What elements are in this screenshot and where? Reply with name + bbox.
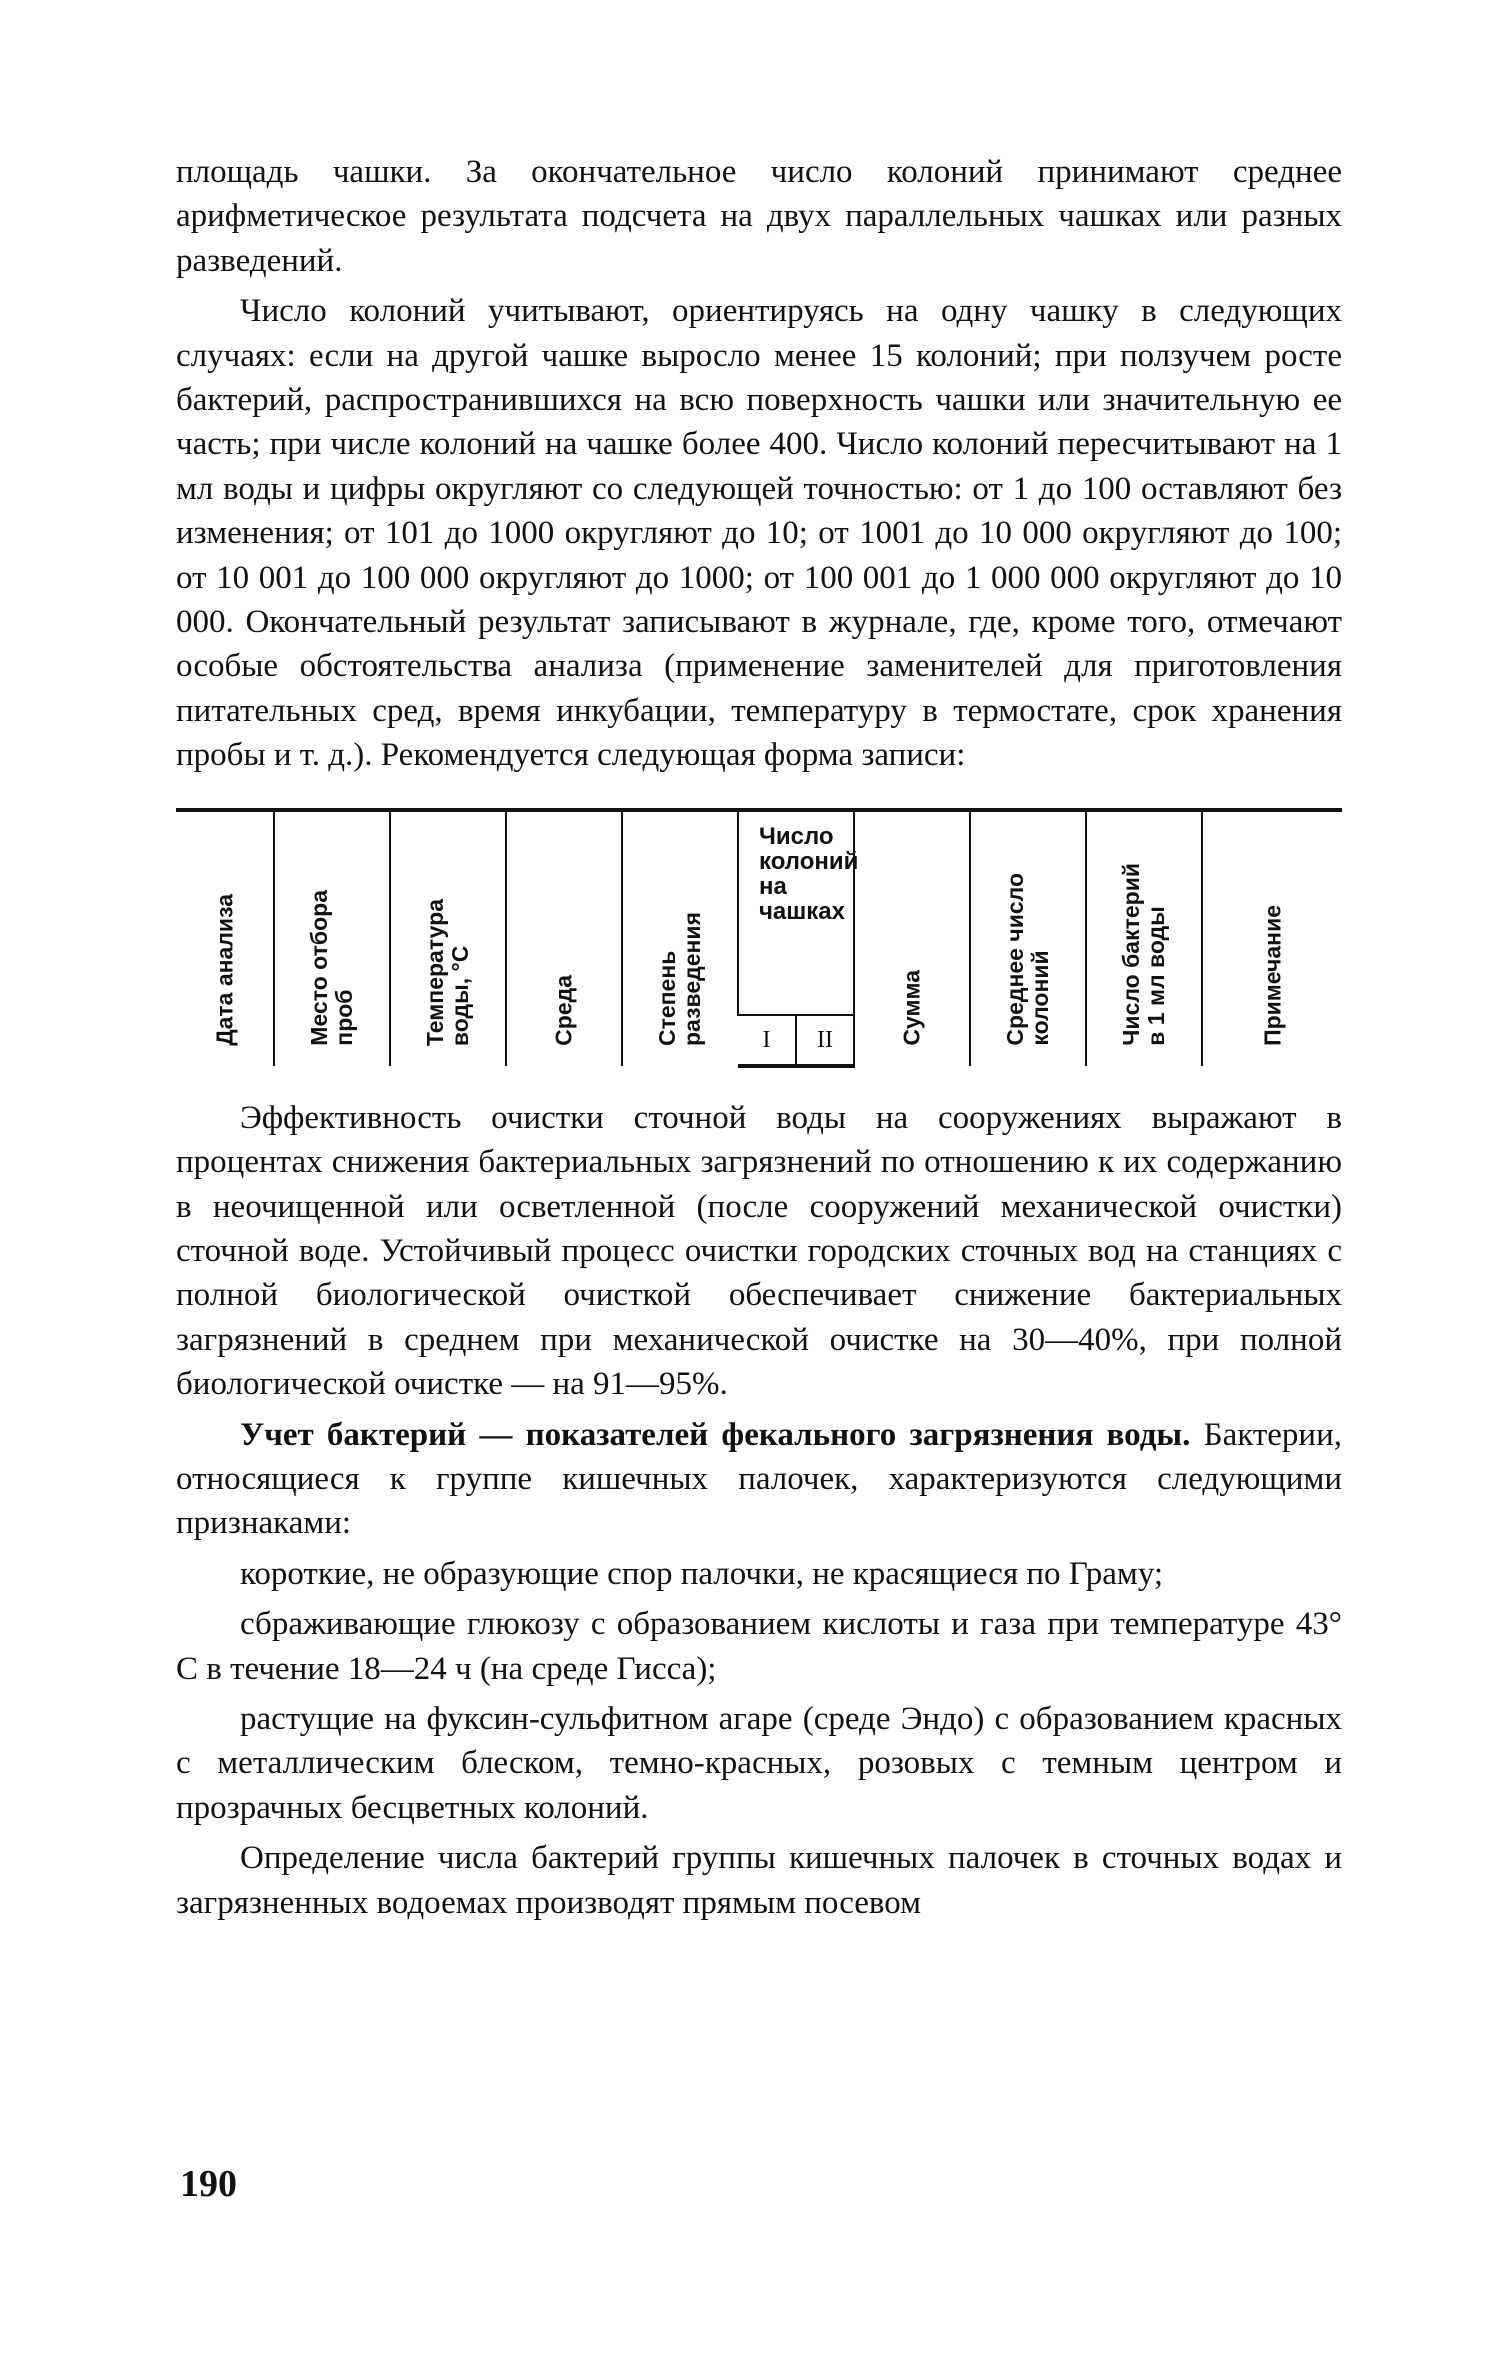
paragraph-fecal-indicators	[176, 1413, 1342, 1546]
header-mean-colonies: Среднее число колоний	[970, 810, 1086, 1066]
list-item-glucose-fermenting: сбраживающие глюкозу с образованием кислоты и газа при температуре 43° С в течение 18—24 ч (на среде Гисса);	[176, 1606, 1342, 1687]
header-plate-2: II	[796, 1015, 854, 1065]
header-date: Дата анализа	[176, 810, 274, 1066]
paragraph-determination: Определение числа бактерий группы кишечных палочек в сточных водах и загрязненных водоемах производят прямым посевом	[176, 1840, 1342, 1921]
page-body	[176, 150, 1342, 1925]
paragraph-colony-counting: Число колоний учитывают, ориентируясь на одну чашку в следующих случаях: если на другой чашке выросло менее 15 колоний; при ползучем росте бактерий, распространившихся на всю поверхность чашки или значительную ее часть; при числе колоний на чашке более 400. Число колоний пересчитывают на 1 мл воды и цифры округляют со следующей точностью: от 1 до 100 оставляют без изменения; от 101 до 1000 округляют до 10; от 1001 до 10 000 округляют до 100; от 10 001 до 100 000 округляют до 1000; от 100 001 до 1 000 000 округляют до 10 000. Окончательный результат записывают в журнале, где, кроме того, отмечают особые обстоятельства анализа (применение заменителей для приготовления питательных сред, время инкубации, температуру в термостате, срок хранения пробы и т. д.). Рекомендуется следующая форма записи:	[176, 293, 1342, 774]
header-note: Примечание	[1202, 810, 1342, 1066]
record-form-table	[176, 808, 1342, 1068]
header-water-temperature: Температура воды, °С	[390, 810, 506, 1066]
page-number: 190	[180, 2163, 237, 2205]
list-item-short-rods: короткие, не образующие спор палочки, не красящиеся по Граму;	[240, 1555, 1164, 1592]
header-plate-1: I	[738, 1015, 796, 1065]
header-medium: Среда	[506, 810, 622, 1066]
header-sampling-place: Место отбора проб	[274, 810, 390, 1066]
paragraph-treatment-efficiency: Эффективность очистки сточной воды на сооружениях выражают в процентах снижения бактериальных загрязнений по отношению к их содержанию в неочищенной или осветленной (после сооружений механической очистки) сточной воде. Устойчивый процесс очистки городских сточных вод на станциях с полной биологической очисткой обеспечивает снижение бактериальных загрязнений в среднем при механической очистке на 30—40%, при полной биологической очистке — на 91—95%.	[176, 1099, 1342, 1403]
section-intro-text: Бактерии, относящиеся к группе кишечных палочек, характеризуются следующими признаками:	[176, 1416, 1342, 1542]
header-sum: Сумма	[854, 810, 970, 1066]
header-bacteria-per-ml: Число бактерий в 1 мл воды	[1086, 810, 1202, 1066]
header-colonies-on-plates: Число колоний на чашках	[738, 810, 854, 1016]
list-item-endo-agar: растущие на фуксин-сульфитном агаре (среде Эндо) с образованием красных с металлическим блеском, темно-красных, розовых с темным центром и прозрачных бесцветных колоний.	[176, 1700, 1342, 1826]
header-dilution: Степень разведения	[622, 810, 738, 1066]
paragraph-continuation: площадь чашки. За окончательное число колоний принимают среднее арифметическое результата подсчета на двух параллельных чашках или разных разведений.	[176, 154, 1342, 279]
section-heading-fecal-bacteria: Учет бактерий — показателей фекального загрязнения воды.	[240, 1416, 1191, 1453]
